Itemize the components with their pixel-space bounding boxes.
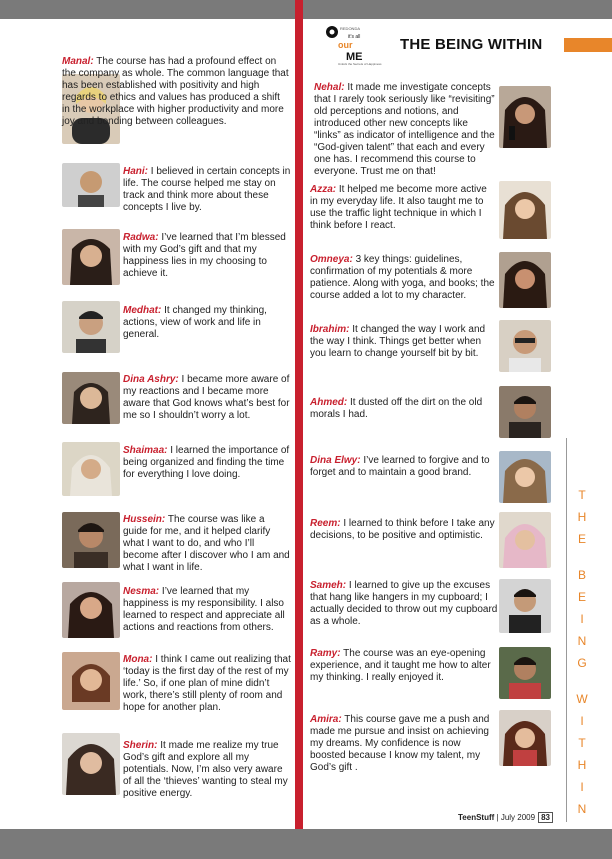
side-title-letter: T (578, 488, 586, 502)
testimonial-shaimaa (123, 445, 291, 481)
testimonial-amira (310, 714, 498, 774)
photo-sherin (62, 733, 120, 795)
testimonial-text: The course was an eye-opening experience, and it taught me how to alter my thinking. I really enjoyed it. (310, 648, 491, 683)
photo-reem (499, 512, 551, 568)
photo-ahmed (499, 386, 551, 438)
testimonial-radwa (123, 232, 291, 280)
photo-omneya (499, 252, 551, 308)
testimonial-text: I’ve learned that my happiness is my responsibility. I also learned to respect and appreciate all actions and reactions from others. (123, 586, 285, 633)
side-title-gap (572, 554, 592, 568)
photo-shaimaa (62, 442, 120, 496)
testimonial-name: Azza: (310, 184, 337, 195)
photo-medhat (62, 301, 120, 353)
testimonial-name: Ibrahim: (310, 324, 350, 335)
side-title-letter: N (577, 802, 587, 816)
testimonial-dina-elwy (310, 455, 496, 479)
testimonial-text: This course gave me a push and made me pursue and insist on achieving my dreams. My confidence is now boosted because I know my talent, my God’s gift . (310, 714, 490, 773)
testimonial-nesma (123, 586, 291, 634)
testimonial-name: Hussein: (123, 514, 166, 525)
testimonial-name: Nesma: (123, 586, 160, 597)
photo-mona (62, 652, 120, 710)
side-title-letter: H (577, 758, 587, 772)
testimonial-name: Omneya: (310, 254, 353, 265)
testimonial-name: Ahmed: (310, 397, 348, 408)
testimonial-text: It dusted off the dirt on the old morals I had. (310, 397, 483, 420)
photo-ibrahim (499, 320, 551, 372)
red-divider-bar (295, 0, 303, 859)
logo-text-1: REDONDA (340, 26, 361, 31)
testimonial-name: Sameh: (310, 580, 347, 591)
page-footer: TeenStuff | July 2009 83 (458, 812, 553, 823)
testimonial-nehal (314, 82, 496, 178)
title-accent-block (564, 38, 612, 52)
testimonial-text: I learned the importance of being organized and finding the time for everything I love doing. (123, 445, 290, 480)
testimonial-name: Nehal: (314, 82, 345, 93)
testimonial-text: I’ve learned to forgive and to forget and to maintain a good brand. (310, 455, 490, 478)
testimonial-text: 3 key things: guidelines, confirmation of my potentials & more patience. Along with yoga, and books; the course added a lot to my character. (310, 254, 495, 301)
testimonial-name: Reem: (310, 518, 341, 529)
testimonial-medhat (123, 305, 291, 341)
testimonial-name: Mona: (123, 654, 153, 665)
testimonial-manal (62, 56, 290, 128)
testimonial-text: I’ve learned that I’m blessed with my God’s gift and that my happiness lies in my choosing to achieve it. (123, 232, 286, 279)
testimonial-text: It changed my thinking, actions, view of work and life in general. (123, 305, 267, 340)
testimonial-text: It made me investigate concepts that I rarely took seriously like “revisiting” old perceptions and notions, and introduced other new concepts like “links” as indicator of intelligence and the “God-given talent” that each and every one has. I recommend this course to everyone. Trust me on that! (314, 82, 495, 177)
logo-text-2: it's all (348, 34, 361, 40)
side-title-gap (572, 678, 592, 692)
photo-nesma (62, 582, 120, 638)
photo-azza (499, 181, 551, 239)
testimonial-name: Shaimaa: (123, 445, 168, 456)
testimonial-name: Hani: (123, 166, 148, 177)
testimonial-omneya (310, 254, 498, 302)
testimonial-dina-ashry (123, 374, 291, 422)
magazine-name: TeenStuff (458, 813, 495, 822)
photo-dina-ashry (62, 372, 120, 424)
program-logo (324, 22, 384, 66)
logo-text-5: Unlock the Secrets of Happiness (338, 62, 382, 66)
testimonial-hussein (123, 514, 291, 574)
testimonial-reem (310, 518, 496, 542)
testimonial-text: I think I came out realizing that ‘today is the first day of the rest of my life.’ So, if one plan of mine didn’t work, there’s still plenty of room and hope for another plan. (123, 654, 291, 713)
page-number: 83 (538, 812, 553, 823)
testimonial-name: Dina Elwy: (310, 455, 361, 466)
photo-radwa (62, 229, 120, 285)
photo-amira (499, 710, 551, 766)
side-title-letter: E (577, 532, 586, 546)
side-title-letter: I (580, 612, 584, 626)
testimonial-sameh (310, 580, 498, 628)
testimonial-text: It helped me become more active in my everyday life. It also taught me to use the traffic light technique in which I think before I react. (310, 184, 487, 231)
bottom-gray-band (0, 829, 612, 859)
testimonial-text: I learned to give up the excuses that hang like hangers in my cupboard; I actually decided to throw out my cupboard as a whole. (310, 580, 498, 627)
side-title-letter: W (576, 692, 588, 706)
top-gray-band (0, 0, 612, 19)
side-title-letter: T (578, 736, 586, 750)
testimonial-name: Sherin: (123, 740, 158, 751)
page-header (320, 22, 612, 66)
testimonial-name: Dina Ashry: (123, 374, 179, 385)
logo-text-4: ME (346, 51, 363, 63)
testimonial-name: Radwa: (123, 232, 159, 243)
testimonial-azza (310, 184, 496, 232)
photo-hani (62, 163, 120, 207)
testimonial-text: It changed the way I work and the way I think. Things get better when you learn to change yourself bit by bit. (310, 324, 486, 359)
testimonial-ibrahim (310, 324, 498, 360)
photo-ramy (499, 647, 551, 699)
page-title: THE BEING WITHIN (400, 36, 543, 53)
side-title (572, 488, 592, 824)
testimonial-text: I believed in certain concepts in life. The course helped me stay on track and think more about these concepts I live by. (123, 166, 291, 213)
photo-hussein (62, 512, 120, 568)
side-title-letter: B (577, 568, 586, 582)
testimonial-mona (123, 654, 291, 714)
side-divider-line (566, 438, 567, 822)
testimonial-text: The course has had a profound effect on the company as whole. The common language that has been established with positivity and high regards to ethics and values has produced a shift in the workplace with higher productivity and more joy and bonding between colleagues. (62, 56, 289, 127)
testimonial-text: The course was like a guide for me, and it helped clarify what I want to do, and who I’ll become after I discover who I am and what I want in life. (123, 514, 290, 573)
testimonial-text: I learned to think before I take any decisions, to be positive and optimistic. (310, 518, 495, 541)
testimonial-name: Amira: (310, 714, 342, 725)
testimonial-name: Medhat: (123, 305, 162, 316)
testimonial-ahmed (310, 397, 496, 421)
photo-sameh (499, 579, 551, 633)
side-title-letter: I (580, 714, 584, 728)
side-title-letter: N (577, 634, 587, 648)
testimonial-name: Manal: (62, 56, 94, 67)
issue-date: July 2009 (500, 813, 536, 822)
testimonial-hani (123, 166, 291, 214)
side-title-letter: G (577, 656, 587, 670)
photo-dina-elwy (499, 451, 551, 503)
side-title-letter: H (577, 510, 587, 524)
testimonial-name: Ramy: (310, 648, 341, 659)
testimonial-ramy (310, 648, 496, 684)
testimonial-text: I became more aware of my reactions and I became more aware that God knows what’s best for me so I shouldn’t worry a lot. (123, 374, 290, 421)
side-title-letter: I (580, 780, 584, 794)
testimonial-sherin (123, 740, 291, 800)
testimonial-text: It made me realize my true God’s gift and explore all my potentials. Now, I’m also very aware of all the ‘thieves’ wanting to steal my positive energy. (123, 740, 288, 799)
side-title-letter: E (577, 590, 586, 604)
photo-nehal (499, 86, 551, 148)
logo-text-3: our (338, 40, 353, 50)
